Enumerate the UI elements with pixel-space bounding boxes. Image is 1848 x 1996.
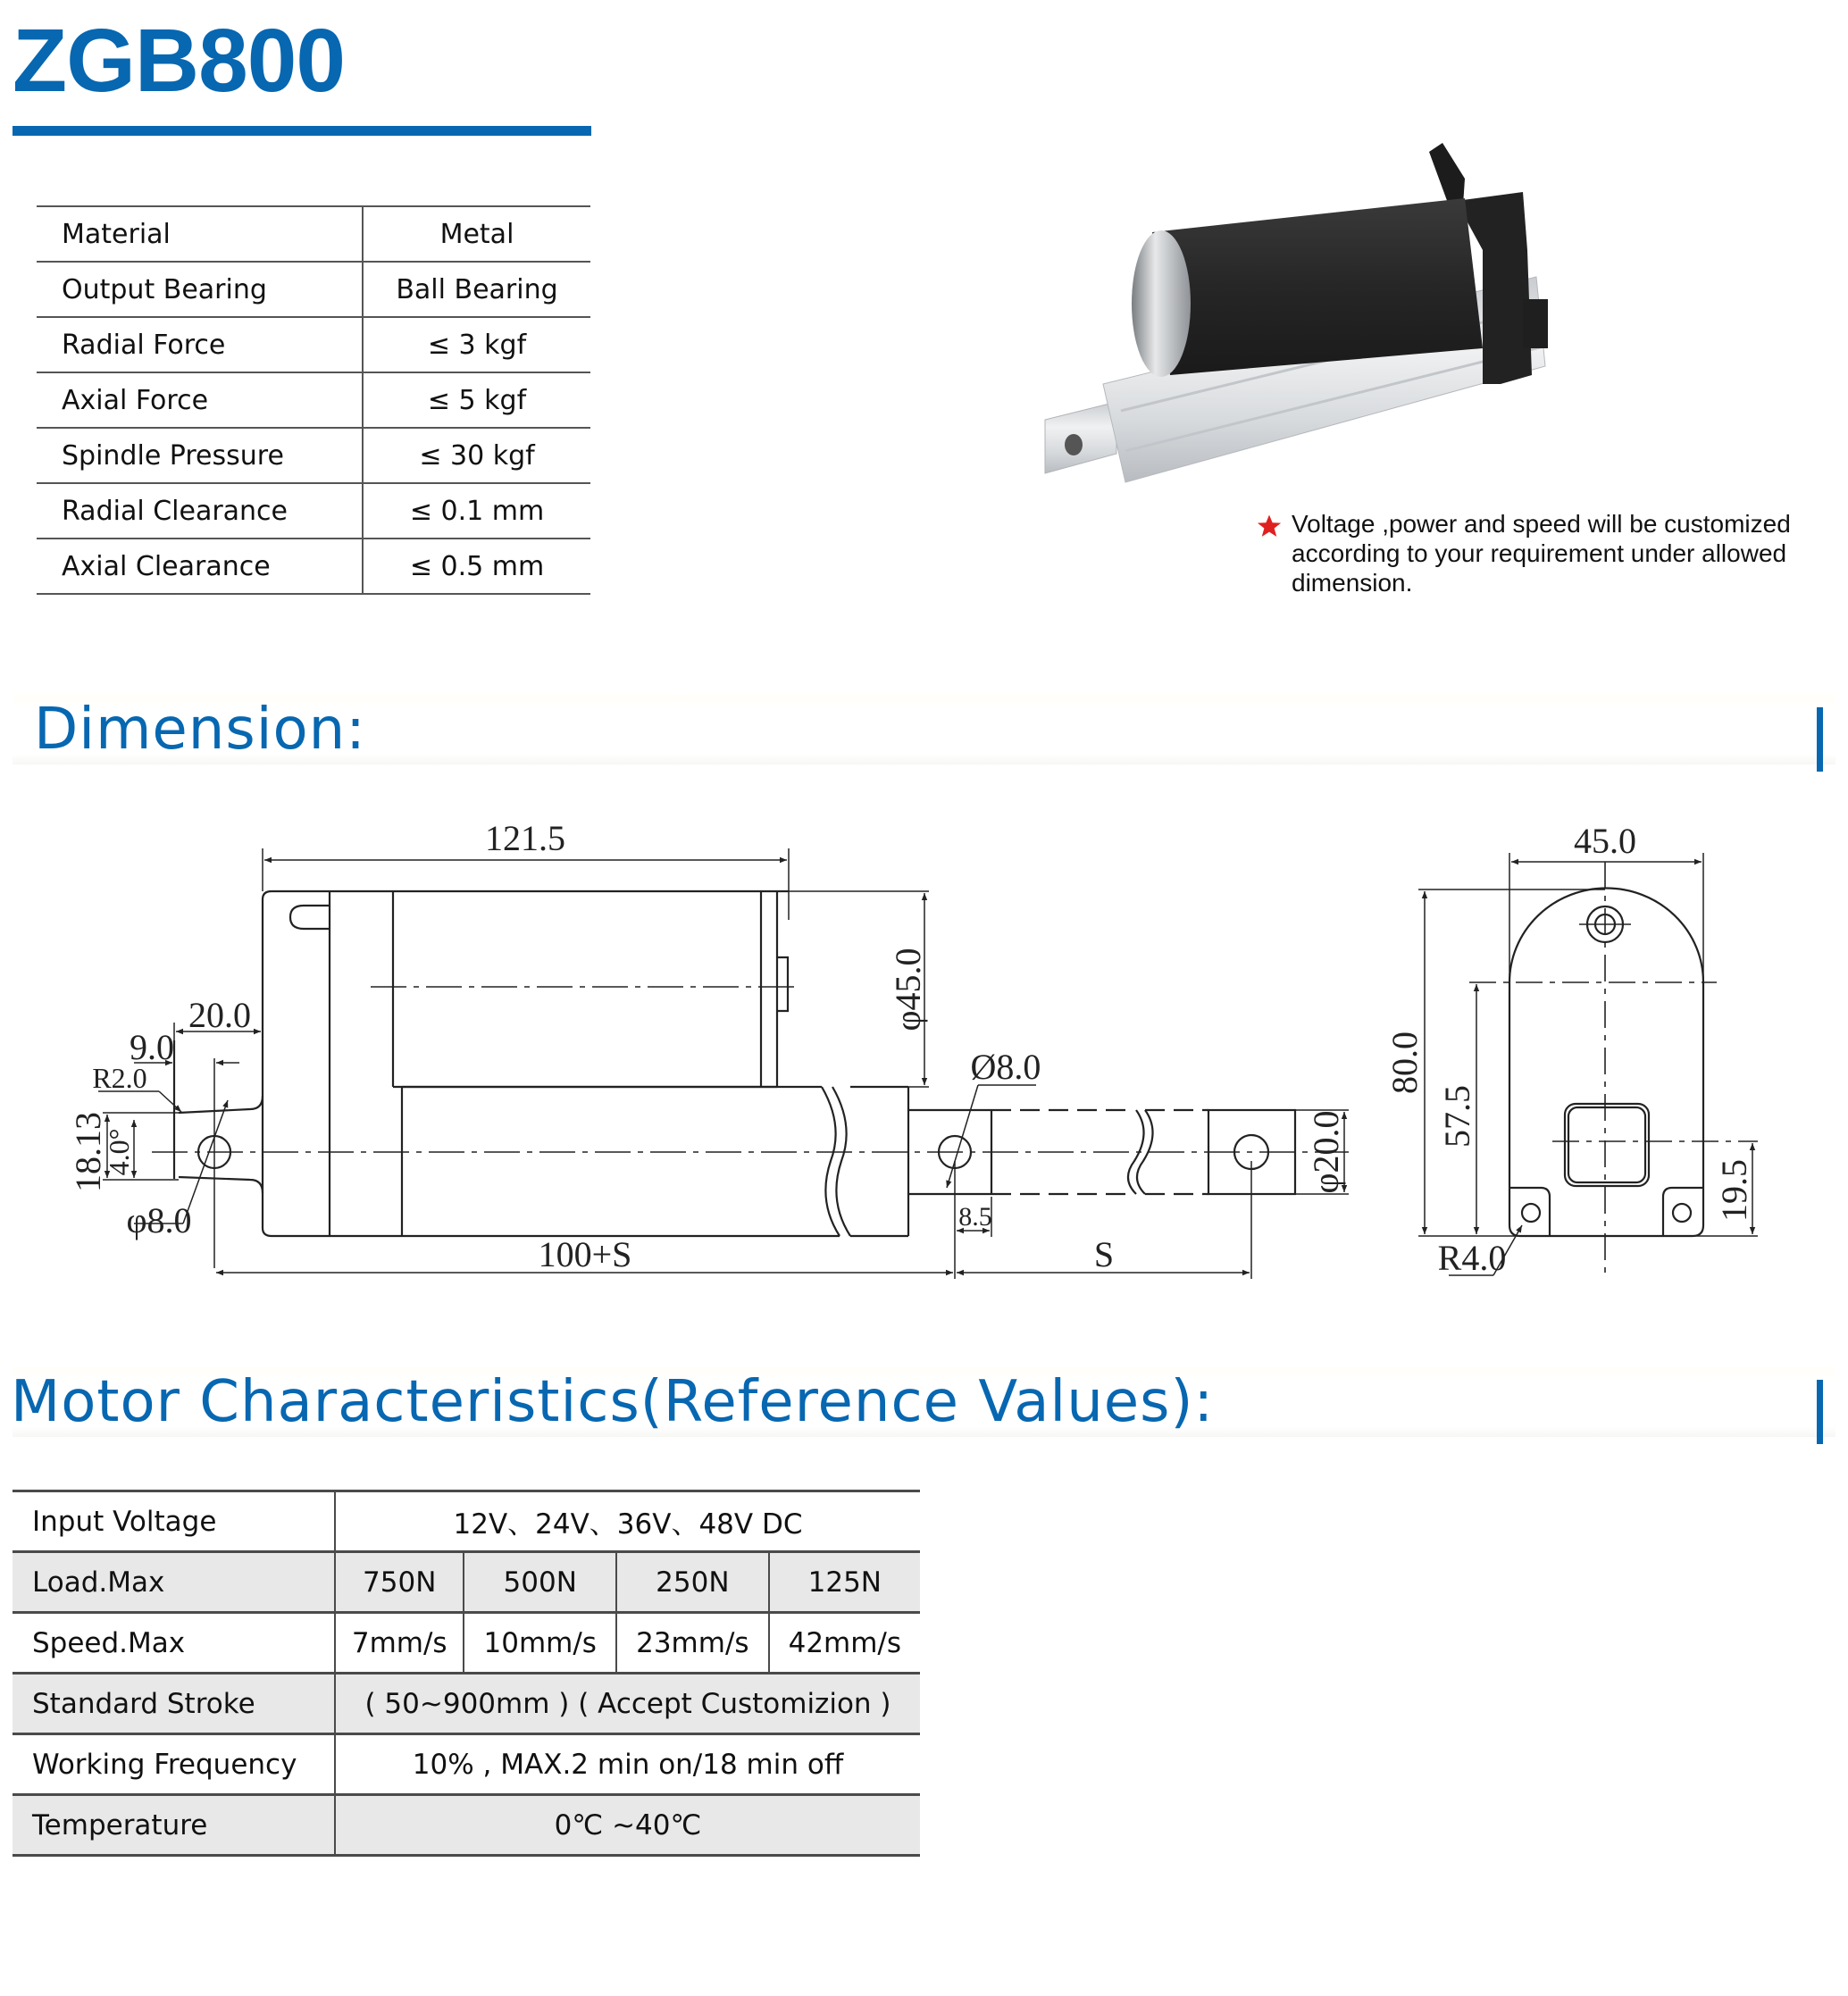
- row-value: 7mm/s: [335, 1613, 464, 1674]
- row-value: 23mm/s: [616, 1613, 769, 1674]
- dimension-section-header: [0, 688, 1848, 764]
- dim-motor-diameter: φ45.0: [888, 948, 928, 1031]
- dim-stroke: S: [1093, 1234, 1115, 1274]
- motor-characteristics-table: [13, 1490, 920, 1857]
- side-view: [98, 848, 1349, 1279]
- dim-rear-hole: φ8.0: [126, 1200, 192, 1240]
- row-label: Standard Stroke: [13, 1674, 335, 1734]
- spec-value: ≤ 0.5 mm: [363, 539, 590, 594]
- spec-row: [37, 317, 590, 372]
- spec-label: Radial Clearance: [37, 483, 363, 539]
- motor-row-temperature: [13, 1795, 920, 1856]
- spec-label: Spindle Pressure: [37, 428, 363, 483]
- spec-label: Radial Force: [37, 317, 363, 372]
- dim-19-5: 19.5: [1714, 1159, 1754, 1222]
- dimension-drawing: [0, 786, 1848, 1304]
- heading-accent-bar: [1817, 707, 1823, 772]
- dim-rod-hole: Ø8.0: [970, 1047, 1041, 1087]
- row-value: 250N: [616, 1552, 769, 1613]
- row-value: ( 50~900mm ) ( Accept Customizion ): [335, 1674, 920, 1734]
- motor-row-speed-max: [13, 1613, 920, 1674]
- dim-100-s: 100+S: [538, 1234, 632, 1274]
- spec-value: Ball Bearing: [363, 262, 590, 317]
- spec-label: Material: [37, 206, 363, 262]
- motor-body: [1152, 198, 1483, 375]
- dim-45: 45.0: [1574, 821, 1636, 861]
- row-value: 125N: [769, 1552, 920, 1613]
- motor-row-standard-stroke: [13, 1674, 920, 1734]
- row-value: 10% , MAX.2 min on/18 min off: [335, 1734, 920, 1795]
- spec-row: [37, 372, 590, 428]
- spec-value: ≤ 5 kgf: [363, 372, 590, 428]
- spec-label: Axial Force: [37, 372, 363, 428]
- spec-value: ≤ 30 kgf: [363, 428, 590, 483]
- spec-row: [37, 206, 590, 262]
- end-view: [1418, 853, 1758, 1277]
- title-underline: [13, 126, 591, 136]
- spec-value: Metal: [363, 206, 590, 262]
- motor-heading: Motor Characteristics(Reference Values):: [11, 1369, 1214, 1435]
- dim-18-13: 18.13: [68, 1112, 108, 1192]
- product-image: [1036, 143, 1724, 500]
- rod-end: [1045, 402, 1116, 473]
- dim-20: 20.0: [188, 995, 251, 1035]
- heading-accent-bar: [1817, 1380, 1823, 1444]
- row-value: 0℃ ~40℃: [335, 1795, 920, 1856]
- dim-8-5: 8.5: [958, 1202, 992, 1232]
- spec-table: [37, 205, 590, 595]
- spec-row: [37, 483, 590, 539]
- row-value: 750N: [335, 1552, 464, 1613]
- spec-row: [37, 428, 590, 483]
- spec-value: ≤ 0.1 mm: [363, 483, 590, 539]
- dim-121-5: 121.5: [485, 818, 565, 858]
- motor-row-input-voltage: [13, 1491, 920, 1552]
- spec-label: Axial Clearance: [37, 539, 363, 594]
- row-value: 10mm/s: [464, 1613, 616, 1674]
- row-label: Input Voltage: [13, 1491, 335, 1552]
- row-label: Temperature: [13, 1795, 335, 1856]
- row-value: 12V、24V、36V、48V DC: [335, 1491, 920, 1552]
- dim-r4: R4.0: [1437, 1238, 1507, 1278]
- spec-row: [37, 539, 590, 594]
- spec-value: ≤ 3 kgf: [363, 317, 590, 372]
- motor-row-load-max: [13, 1552, 920, 1613]
- note-text: Voltage ,power and speed will be customized according to your requirement under allowed dimension.: [1292, 510, 1791, 597]
- dim-9: 9.0: [130, 1027, 174, 1067]
- customization-note: [1256, 509, 1845, 597]
- side-view-labels: [68, 818, 1346, 1274]
- star-icon: [1256, 513, 1283, 539]
- dim-57-5: 57.5: [1437, 1085, 1477, 1148]
- row-label: Load.Max: [13, 1552, 335, 1613]
- row-value: 500N: [464, 1552, 616, 1613]
- dimension-heading: Dimension:: [34, 697, 366, 763]
- product-title: ZGB800: [13, 11, 345, 111]
- dim-r2: R2.0: [92, 1062, 147, 1094]
- motor-row-working-frequency: [13, 1734, 920, 1795]
- row-value: 42mm/s: [769, 1613, 920, 1674]
- motor-section-header: [0, 1360, 1848, 1437]
- row-label: Working Frequency: [13, 1734, 335, 1795]
- dim-rod-diameter: φ20.0: [1306, 1110, 1346, 1194]
- spec-label: Output Bearing: [37, 262, 363, 317]
- row-label: Speed.Max: [13, 1613, 335, 1674]
- dim-80: 80.0: [1384, 1031, 1425, 1094]
- spec-row: [37, 262, 590, 317]
- dim-4-deg: 4.0°: [103, 1128, 135, 1176]
- cable: [1429, 143, 1465, 205]
- motor-cap: [1132, 230, 1191, 377]
